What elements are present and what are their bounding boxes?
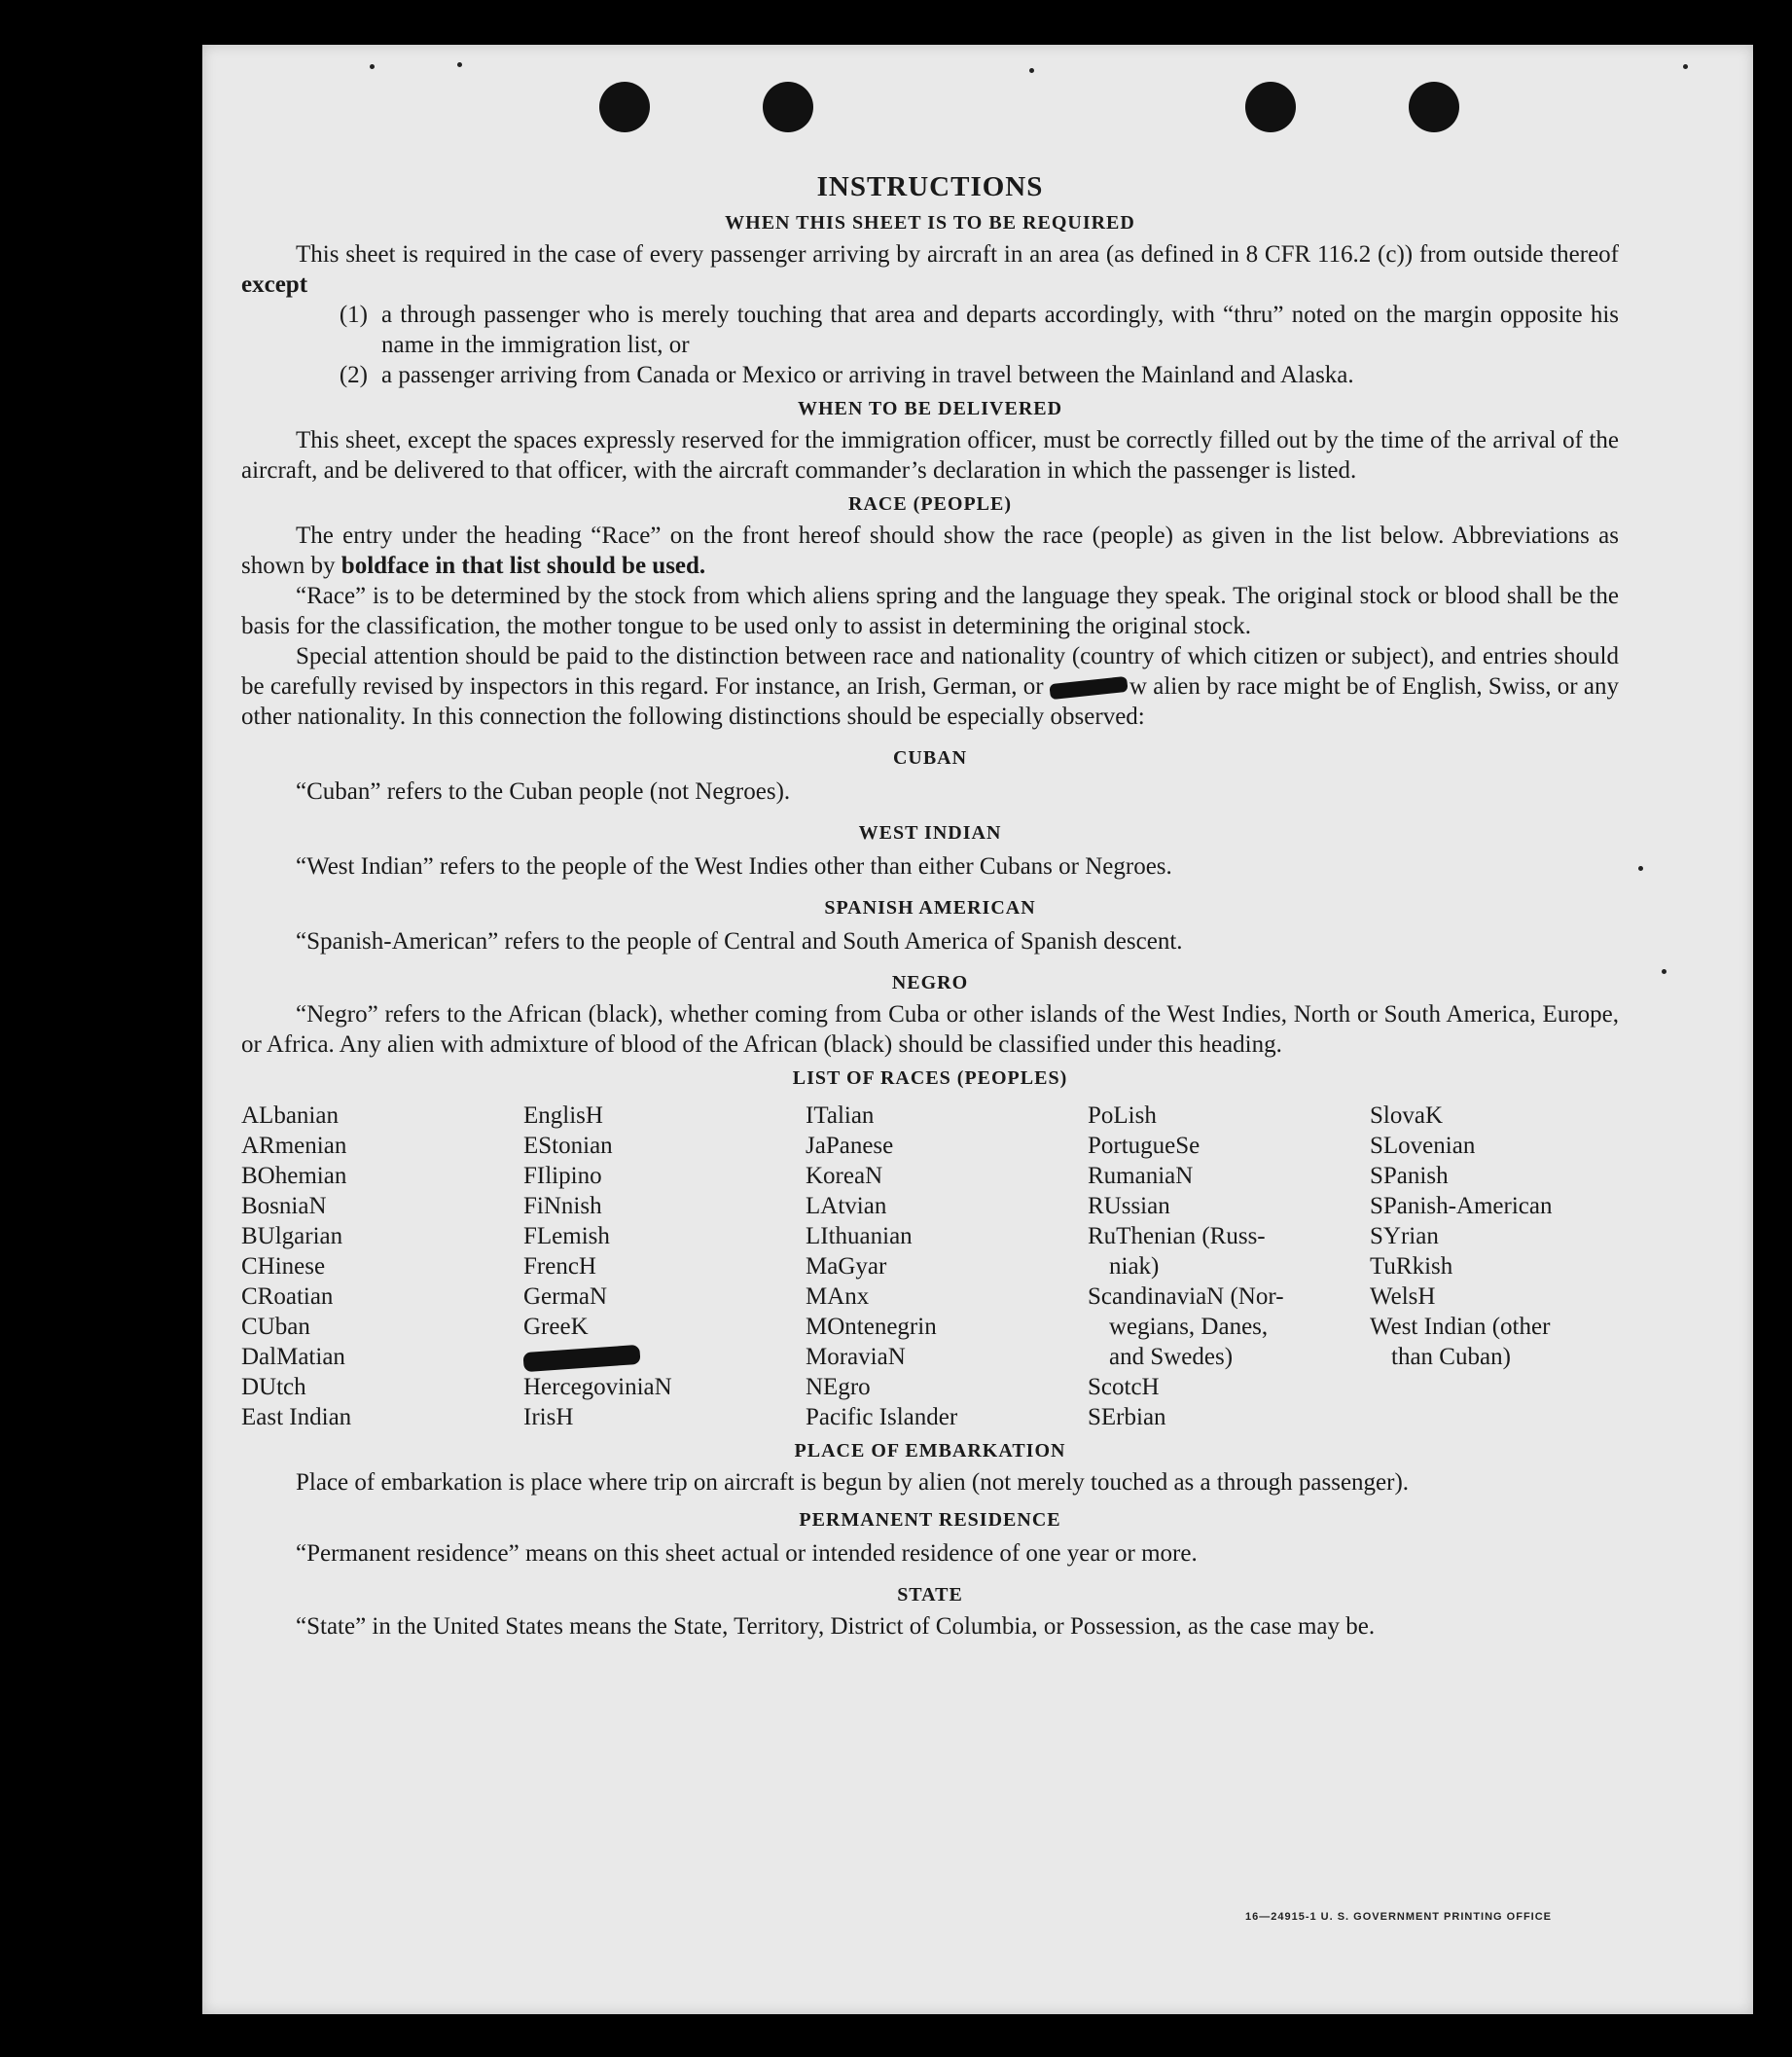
race-entry: BUlgarian bbox=[241, 1223, 343, 1249]
race-entry: EStonian bbox=[523, 1133, 613, 1159]
document-page bbox=[202, 45, 1753, 2014]
speck bbox=[1638, 866, 1643, 871]
race-entry: MOntenegrin bbox=[806, 1314, 937, 1340]
race-entry: BosniaN bbox=[241, 1193, 327, 1219]
race-paragraph-1 bbox=[241, 521, 1619, 581]
heading-cuban: CUBAN bbox=[892, 747, 968, 769]
cuban-text: “Cuban” refers to the Cuban people (not Negroes). bbox=[296, 778, 791, 805]
heading-spanish-american: SPANISH AMERICAN bbox=[824, 897, 1036, 919]
list-of-races bbox=[241, 1101, 1619, 1432]
race-entry: FLemish bbox=[523, 1223, 610, 1249]
heading-list-of-races: LIST OF RACES (PEOPLES) bbox=[792, 1067, 1068, 1089]
race-entry: TuRkish bbox=[1370, 1253, 1453, 1280]
state-text: “State” in the United States means the State, Territory, District of Columbia, or Possession, as the case may be. bbox=[296, 1613, 1376, 1640]
race-entry: ScandinaviaN (Nor- bbox=[1088, 1283, 1284, 1310]
punch-hole bbox=[1245, 82, 1296, 132]
speck bbox=[1683, 64, 1688, 69]
required-item-2 bbox=[241, 360, 1619, 390]
item-number: (2) bbox=[339, 362, 368, 388]
punch-hole bbox=[1409, 82, 1459, 132]
redaction-mark bbox=[522, 1345, 640, 1372]
item-number: (1) bbox=[339, 302, 368, 328]
residence-text: “Permanent residence” means on this sheet actual or intended residence of one year or more. bbox=[296, 1540, 1198, 1567]
race-entry: FIlipino bbox=[523, 1163, 602, 1189]
race-entry: RuThenian (Russ- bbox=[1088, 1223, 1266, 1249]
race-entry: RUssian bbox=[1088, 1193, 1170, 1219]
required-intro-bold: except bbox=[241, 271, 308, 298]
race-entry: SErbian bbox=[1088, 1404, 1166, 1430]
race-entry: FiNnish bbox=[523, 1193, 602, 1219]
race-entry: JaPanese bbox=[806, 1133, 894, 1159]
heading-state: STATE bbox=[897, 1584, 963, 1606]
race-entry: ITalian bbox=[806, 1102, 875, 1129]
race-entry: GermaN bbox=[523, 1283, 608, 1310]
race-column bbox=[1370, 1101, 1652, 1432]
item-text: a passenger arriving from Canada or Mexico or arriving in travel between the Mainland and Alaska. bbox=[381, 362, 1354, 388]
race-entry: FrencH bbox=[523, 1253, 596, 1280]
race-column bbox=[241, 1101, 523, 1432]
race-entry: and Swedes) bbox=[1109, 1344, 1234, 1370]
race-entry: LIthuanian bbox=[806, 1223, 913, 1249]
race-entry: CUban bbox=[241, 1314, 310, 1340]
heading-west-indian: WEST INDIAN bbox=[858, 822, 1002, 844]
punch-hole bbox=[763, 82, 813, 132]
heading-negro: NEGRO bbox=[891, 972, 969, 993]
race-entry: SPanish-American bbox=[1370, 1193, 1553, 1219]
race-entry: DUtch bbox=[241, 1374, 306, 1400]
race-entry: GreeK bbox=[523, 1314, 589, 1340]
race-entry: ALbanian bbox=[241, 1102, 339, 1129]
race-entry: RumaniaN bbox=[1088, 1163, 1194, 1189]
heading-race: RACE (PEOPLE) bbox=[848, 493, 1012, 515]
race-entry: DalMatian bbox=[241, 1344, 345, 1370]
negro-text: “Negro” refers to the African (black), whether coming from Cuba or other islands of the West Indies, North or South America, Europe, or Africa. Any alien with admixture of blood of the African (black) should be classified under this heading. bbox=[241, 1001, 1619, 1058]
race-entry: PoLish bbox=[1088, 1102, 1157, 1129]
page-title: INSTRUCTIONS bbox=[816, 171, 1044, 202]
speck bbox=[457, 62, 462, 67]
race-entry: SPanish bbox=[1370, 1163, 1449, 1189]
spanish-american-text: “Spanish-American” refers to the people of Central and South America of Spanish descent. bbox=[296, 928, 1183, 955]
race-entry: Pacific Islander bbox=[806, 1404, 958, 1430]
race-entry: LAtvian bbox=[806, 1193, 887, 1219]
heading-residence: PERMANENT RESIDENCE bbox=[799, 1509, 1061, 1531]
race-p3-text-cont: w alien by race might be of English, Swiss, or any other nationality. In this connection the following distinctions should be especially observed: bbox=[241, 673, 1619, 730]
race-entry: MAnx bbox=[806, 1283, 870, 1310]
instructions-content bbox=[241, 169, 1619, 1642]
race-p1-text: The entry under the heading “Race” on the front hereof should show the race (people) as given in the list below. Abbreviations as shown by bbox=[241, 523, 1619, 579]
race-paragraph-3 bbox=[241, 641, 1619, 732]
race-entry: SYrian bbox=[1370, 1223, 1439, 1249]
race-paragraph-2: “Race” is to be determined by the stock from which aliens spring and the language they speak. The original stock or blood shall be the basis for the classification, the mother tongue to be used only to assist in determining the original stock. bbox=[241, 583, 1619, 639]
race-entry: niak) bbox=[1109, 1253, 1160, 1280]
race-entry: EnglisH bbox=[523, 1102, 603, 1129]
speck bbox=[370, 64, 375, 69]
race-entry: CHinese bbox=[241, 1253, 326, 1280]
race-entry: KoreaN bbox=[806, 1163, 883, 1189]
race-entry: wegians, Danes, bbox=[1109, 1314, 1269, 1340]
west-indian-text: “West Indian” refers to the people of the West Indies other than either Cubans or Negroes. bbox=[296, 853, 1172, 880]
required-intro bbox=[241, 239, 1619, 300]
item-text: a through passenger who is merely touching that area and departs accordingly, with “thru” noted on the margin opposite his name in the immigration list, or bbox=[381, 302, 1619, 358]
punch-hole bbox=[599, 82, 650, 132]
required-intro-text: This sheet is required in the case of every passenger arriving by aircraft in an area (as defined in 8 CFR 116.2 (c)) from outside thereof bbox=[296, 241, 1619, 268]
delivered-text: This sheet, except the spaces expressly reserved for the immigration officer, must be correctly filled out by the time of the arrival of the aircraft, and be delivered to that officer, with the aircraft commander’s declaration in which the passenger is listed. bbox=[241, 427, 1619, 484]
required-item-1 bbox=[241, 300, 1619, 360]
race-entry: SLovenian bbox=[1370, 1133, 1476, 1159]
race-entry: MoraviaN bbox=[806, 1344, 906, 1370]
race-entry: ScotcH bbox=[1088, 1374, 1160, 1400]
embarkation-text: Place of embarkation is place where trip on aircraft is begun by alien (not merely touched as a through passenger). bbox=[296, 1469, 1410, 1496]
race-p3-text: Special attention should be paid to the distinction between race and nationality (country of which citizen or subject), and entries should be carefully revised by inspectors in this regard. For instance, an Irish, German, or bbox=[241, 643, 1619, 700]
race-entry: HercegoviniaN bbox=[523, 1374, 672, 1400]
race-entry: than Cuban) bbox=[1391, 1344, 1511, 1370]
race-entry: NEgro bbox=[806, 1374, 871, 1400]
race-entry: ARmenian bbox=[241, 1133, 347, 1159]
race-entry: WelsH bbox=[1370, 1283, 1436, 1310]
heading-delivered: WHEN TO BE DELIVERED bbox=[797, 398, 1063, 419]
race-entry: BOhemian bbox=[241, 1163, 347, 1189]
redaction-mark bbox=[1049, 676, 1128, 700]
race-entry bbox=[523, 1342, 806, 1372]
race-column bbox=[1088, 1101, 1370, 1432]
printing-office-code: 16—24915-1 U. S. GOVERNMENT PRINTING OFFICE bbox=[1245, 1911, 1553, 1923]
heading-required: WHEN THIS SHEET IS TO BE REQUIRED bbox=[725, 212, 1135, 234]
race-entry: MaGyar bbox=[806, 1253, 887, 1280]
speck bbox=[1029, 68, 1034, 73]
race-entry: East Indian bbox=[241, 1404, 352, 1430]
race-entry: IrisH bbox=[523, 1404, 574, 1430]
race-entry: West Indian (other bbox=[1370, 1314, 1551, 1340]
race-entry: PortugueSe bbox=[1088, 1133, 1201, 1159]
speck bbox=[1662, 969, 1667, 974]
race-column bbox=[523, 1101, 806, 1432]
race-entry: CRoatian bbox=[241, 1283, 334, 1310]
race-column bbox=[806, 1101, 1088, 1432]
heading-embarkation: PLACE OF EMBARKATION bbox=[794, 1440, 1066, 1462]
race-p1-bold: boldface in that list should be used. bbox=[340, 553, 706, 579]
race-entry: SlovaK bbox=[1370, 1102, 1443, 1129]
